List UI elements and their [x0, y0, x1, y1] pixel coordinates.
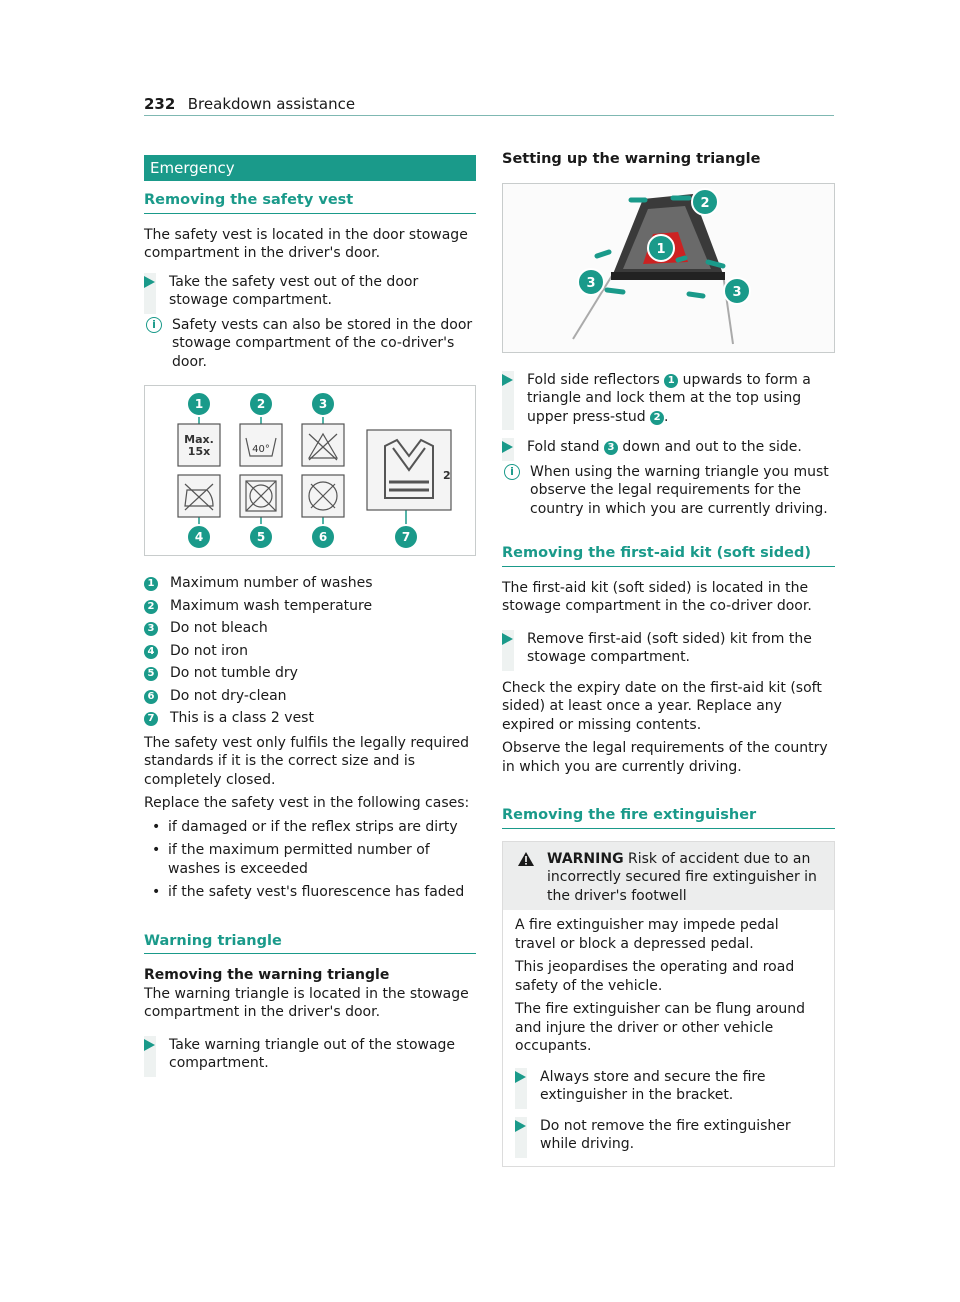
warning-header — [503, 842, 834, 911]
page-number: 232 — [144, 95, 176, 113]
warning-text: This jeopardises the operating and road safety of the vehicle. — [515, 959, 795, 994]
class-label: 2 — [443, 469, 451, 482]
warning-triangle-icon — [517, 851, 535, 867]
bullet-item: • if the maximum permitted number of washes is exceeded — [144, 841, 476, 878]
vest-standards-text: The safety vest only fulfils the legally required standards if it is the correct size and is completely closed. — [144, 734, 470, 788]
section-banner: Emergency — [144, 155, 476, 181]
warning-body — [503, 910, 834, 1166]
setup-step-1: Fold side reflectors 1 upwards to form a triangle and lock them at the top using upper press-stud 2 . — [502, 371, 835, 427]
callout-5: 5 — [256, 530, 266, 544]
page-header — [144, 95, 834, 116]
firstaid-step: Remove first-aid (soft sided) kit from the stowage compartment. — [502, 630, 835, 667]
callout-2: 2 — [256, 397, 266, 411]
setup-step-2: Fold stand 3 down and out to the side. — [502, 438, 835, 457]
setup-subheading: Setting up the warning triangle — [502, 151, 761, 167]
legend-item: 1 Maximum number of washes — [144, 574, 476, 593]
firstaid-intro: The first-aid kit (soft sided) is located in the stowage compartment in the co-driver door. — [502, 579, 812, 614]
warning-text: A fire extinguisher may impede pedal travel or block a depressed pedal. — [515, 917, 779, 952]
callout-7: 7 — [401, 530, 411, 544]
vest-heading: Removing the safety vest — [144, 191, 476, 214]
callout-3: 3 — [318, 397, 328, 411]
warning-step: Do not remove the fire extinguisher while driving. — [515, 1117, 822, 1154]
warning-triangle-illustration — [503, 184, 834, 352]
vest-replace-text: Replace the safety vest in the following cases: — [144, 795, 470, 811]
max-label: Max. — [184, 433, 214, 446]
vest-step: Take the safety vest out of the door stowage compartment. — [144, 273, 476, 310]
fig-callout-1: 1 — [656, 241, 666, 257]
legend-item: 5 Do not tumble dry — [144, 664, 476, 683]
vest-intro: The safety vest is located in the door stowage compartment in the driver's door. — [144, 226, 468, 261]
info-icon: i — [146, 317, 162, 333]
triangle-step: Take warning triangle out of the stowage compartment. — [144, 1036, 476, 1073]
fig-callout-2: 2 — [700, 195, 710, 211]
warning-label: WARNING — [547, 850, 624, 867]
care-label-figure — [144, 385, 476, 556]
warning-box — [502, 841, 835, 1167]
firstaid-heading: Removing the first-aid kit (soft sided) — [502, 544, 835, 567]
warning-triangle-figure — [502, 183, 835, 353]
step-arrow-icon — [515, 1120, 526, 1132]
step-arrow-icon — [144, 1039, 155, 1051]
right-column — [502, 150, 835, 1167]
step-arrow-icon — [502, 374, 513, 386]
triangle-subheading: Removing the warning triangle — [144, 967, 390, 983]
warning-title: Risk of accident due to an incorrectly secured fire extinguisher in the driver's footwell — [547, 850, 817, 904]
callout-4: 4 — [194, 530, 204, 544]
callout-1: 1 — [194, 397, 204, 411]
step-arrow-icon — [502, 441, 513, 453]
firstaid-legal-text: Observe the legal requirements of the country in which you are currently driving. — [502, 740, 828, 775]
step-arrow-icon — [144, 276, 155, 288]
legend-item: 4 Do not iron — [144, 642, 476, 661]
left-column — [144, 155, 476, 1079]
legend-item: 3 Do not bleach — [144, 619, 476, 638]
step-arrow-icon — [502, 633, 513, 645]
info-icon: i — [504, 464, 520, 480]
care-symbols-illustration — [145, 386, 475, 555]
warning-text: The fire extinguisher can be flung around and injure the driver or other vehicle occupants. — [515, 1001, 806, 1054]
legend-item: 7 This is a class 2 vest — [144, 709, 476, 728]
fire-heading: Removing the fire extinguisher — [502, 806, 835, 829]
step-arrow-icon — [515, 1071, 526, 1083]
triangle-intro: The warning triangle is located in the stowage compartment in the driver's door. — [144, 985, 469, 1020]
warning-step: Always store and secure the fire extinguisher in the bracket. — [515, 1068, 822, 1105]
chapter-title: Breakdown assistance — [187, 95, 356, 113]
legend-list — [144, 574, 476, 728]
fig-callout-3: 3 — [586, 275, 596, 291]
legend-item: 6 Do not dry-clean — [144, 687, 476, 706]
washes-label: 15x — [187, 445, 211, 458]
triangle-heading: Warning triangle — [144, 932, 476, 955]
firstaid-check-text: Check the expiry date on the first-aid kit (soft sided) at least once a year. Replace any expired or missing contents. — [502, 679, 822, 733]
legend-item: 2 Maximum wash temperature — [144, 597, 476, 616]
bullet-item: • if the safety vest's fluorescence has faded — [144, 883, 476, 902]
callout-6: 6 — [318, 530, 328, 544]
fig-callout-3b: 3 — [732, 284, 742, 300]
temp-label: 40° — [252, 444, 270, 455]
setup-note: i When using the warning triangle you must observe the legal requirements for the country in which you are currently driving. — [502, 463, 835, 519]
bullet-item: • if damaged or if the reflex strips are dirty — [144, 818, 476, 837]
vest-note: i Safety vests can also be stored in the door stowage compartment of the co-driver's door. — [144, 316, 476, 372]
